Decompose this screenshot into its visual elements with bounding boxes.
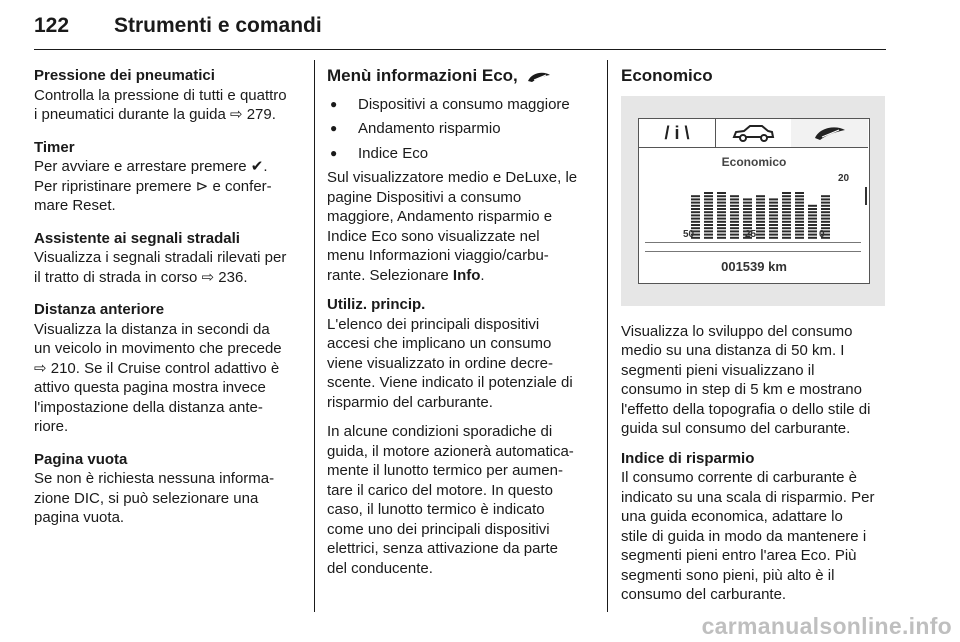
text-line: segmenti sono pieni, più alto è il [621,566,835,584]
page-title: Strumenti e comandi [114,14,322,37]
text-line: maggiore, Andamento risparmio e [327,208,553,225]
text-line: ⇨ 210. Se il Cruise control adattivo è [34,359,280,377]
column-right [621,66,889,615]
text-line: i pneumatici durante la guida ⇨ 279. [34,106,276,123]
subheading: Utiliz. princip. [327,296,426,313]
bar-column [808,204,817,238]
column-divider-2 [607,60,608,612]
bar-column [756,195,765,239]
text-line: segmenti pieni entro l'area Eco. Più [621,547,857,564]
section-blank-page [34,450,302,528]
eco-menu-heading [327,66,595,86]
economico-heading: Economico [621,66,713,85]
text-line: viene visualizzato in ordine decre- [327,354,553,372]
text-line: pagine Dispositivi a consumo [327,188,522,206]
text-line: risparmio del carburante. [327,393,493,411]
tab-traffic: / i \ [639,119,716,148]
text-line: medio su una distanza di 50 km. I [621,342,845,359]
section-heading: Pressione dei pneumatici [34,67,215,84]
text-line: pagina vuota. [34,509,125,526]
text-line: stile di guida in modo da mantenere i [621,527,867,545]
text-line: zione DIC, si può selezionare una [34,489,259,507]
text-line: l'effetto della topografia o dello stile di [621,400,871,418]
text-line: come uno dei principali dispositivi [327,520,550,538]
text-line: accesi che implicano un consumo [327,335,552,352]
text-run: . [480,266,485,284]
text-line: Sul visualizzatore medio e DeLuxe, le [327,169,578,186]
text-line: Visualizza la distanza in secondi da [34,320,270,338]
list-item: ● Dispositivi a consumo maggiore [327,95,595,115]
text-line: Visualizza lo sviluppo del consumo [621,322,853,340]
x-label-25: 25 [745,228,757,240]
list-item: ● Indice Eco [327,144,595,164]
section-following-distance [34,300,302,437]
info-keyword: Info [452,266,481,284]
display-screen [638,118,870,284]
subheading: Indice di risparmio [621,449,755,467]
text-line: l'impostazione della distanza ante- [34,398,263,416]
text-line: L'elenco dei principali dispositivi [327,315,540,333]
text-line: indicato su una scala di risparmio. Per [621,488,875,506]
text-line: elettrici, senza attivazione da parte [327,540,558,557]
paragraph-main-consumers [327,295,595,412]
text-line: In alcune condizioni sporadiche di [327,423,553,440]
bar-column [795,192,804,239]
display-title: Economico [721,154,787,169]
text-line: tare il carico del motore. In questo [327,481,553,499]
text-line: mente il lunotto termico per aumen- [327,462,563,479]
text-line: Se non è richiesta nessuna informa- [34,470,275,487]
x-label-50: 50 [683,228,695,240]
text-line: segmenti pieni visualizzano il [621,361,815,379]
text-line: un veicolo in movimento che precede [34,340,282,357]
eco-display-illustration [621,96,885,306]
text-line: Il consumo corrente di carburante è [621,469,857,486]
text-line: guida sul consumo del carburante. [621,420,851,437]
page-header [34,8,886,48]
odometer-readout: 001539 km [721,258,787,274]
bar-column [782,192,791,239]
text-line: attivo questa pagina mostra invece [34,379,266,396]
bar-column [717,192,726,239]
text-line: consumo in step di 5 km e mostrano [621,381,862,398]
paragraph-rear-window [327,422,595,578]
page-number: 122 [34,14,70,37]
text-line: riore. [34,418,69,435]
bar-column [730,195,739,239]
scale-top-label: 20 [838,172,850,184]
text-line: Indice Eco sono visualizzate nel [327,227,540,245]
text-line-with-bold [327,266,595,286]
heading-text: Menù informazioni Eco, [327,66,518,85]
column-middle [327,66,595,588]
column-divider-1 [314,60,315,612]
text-line: una guida economica, adattare lo [621,508,843,525]
header-rule [34,49,886,50]
paragraph-eco-index [621,449,889,605]
bar-column [704,192,713,239]
text-run: rante. Selezionare [327,266,453,284]
odometer-separator [645,251,861,252]
text-line: mare Reset. [34,197,116,214]
section-heading: Assistente ai segnali stradali [34,229,240,247]
text-line: del conducente. [327,559,433,577]
paragraph-intro [327,168,595,285]
text-line: il tratto di strada in corso ⇨ 236. [34,268,248,286]
section-timer [34,138,302,216]
section-heading: Distanza anteriore [34,301,165,318]
bar-column [769,198,778,238]
text-line: menu Informazioni viaggio/carbu- [327,247,549,264]
paragraph-consumption-trend [621,322,889,439]
watermark: carmanualsonline.info [701,613,952,639]
text-line: Per avviare e arrestare premere ✔. [34,158,268,175]
section-traffic-sign-assistant [34,229,302,288]
column-left [34,66,302,541]
text-line: guida, il motore azionerà automatica- [327,442,574,460]
section-tire-pressure [34,66,302,125]
list-item: ● Andamento risparmio [327,119,595,139]
leaf-icon [526,70,552,84]
text-line: scente. Viene indicato il potenziale di [327,374,573,391]
section-heading: Pagina vuota [34,450,128,468]
text-line: Controlla la pressione di tutti e quattro [34,86,287,104]
text-line: consumo del carburante. [621,586,787,603]
section-heading: Timer [34,138,75,156]
text-line: caso, il lunotto termico è indicato [327,501,545,518]
text-line: Visualizza i segnali stradali rilevati per [34,249,287,266]
x-label-0: 0 [819,228,825,240]
text-line: Per ripristinare premere ⊳ e confer- [34,177,272,195]
